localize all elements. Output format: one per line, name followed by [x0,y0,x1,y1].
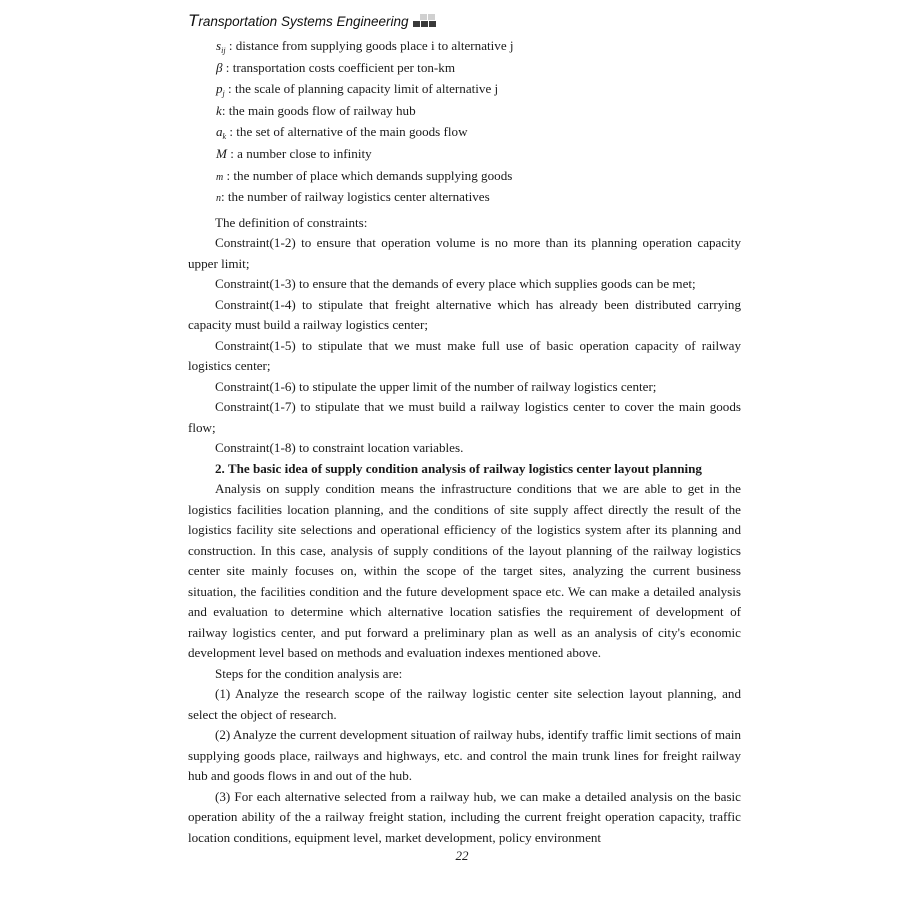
page-body [188,38,741,848]
logo-square [421,21,428,27]
constraint-paragraph: Constraint(1-7) to stipulate that we must build a railway logistics center to cover the main goods flow; [188,399,741,435]
logo-square [413,21,420,27]
header-first-letter: T [188,11,199,30]
constraints-intro: The definition of constraints: [215,214,368,230]
definition-line: k: the main goods flow of railway hub [216,102,416,118]
section-heading: 2. The basic idea of supply condition analysis of railway logistics center layout planning [215,460,702,476]
variable-definitions [188,38,741,211]
body-paragraph: (2) Analyze the current development situation of railway hubs, identify traffic limit sections of main supplying goods place, railways and highways, etc. and control the main trunk lines for freight railway hub and goods flows in and out of the hub. [188,727,741,784]
definition-line: M : a number close to infinity [216,145,372,161]
body-paragraph: Analysis on supply condition means the infrastructure conditions that we are able to get in the logistics facilities location planning, and the conditions of site supply affect directly the result of the logistics facility site selections and operational efficiency of the logistics system after its planning and construction. In this case, analysis of supply conditions of the layout planning of the railway logistics center site mainly focuses on, within the scope of the target sites, analyzing the current business situation, the facilities condition and the future development space etc. We can make a detailed analysis and evaluation to determine which alternative location satisfies the requirement of development of railway logistics center, and put forward a preliminary plan as well as an analysis of city's economic development level based on methods and evaluation indexes mentioned above. [188,481,741,661]
constraint-paragraph: Constraint(1-4) to stipulate that freight alternative which has already been distributed carrying capacity must build a railway logistics center; [188,296,741,333]
header-title: ransportation Systems Engineering [198,14,409,29]
definition-line: β : transportation costs coefficient per ton-km [216,59,456,75]
logo-square [428,14,435,20]
definition-line: $s_{ij}$ : distance from supplying goods place i to alternative j [216,38,514,55]
constraint-paragraph: Constraint(1-8) to constraint location variables. [215,440,464,456]
logo-square [429,21,436,27]
constraint-paragraph: Constraint(1-6) to stipulate the upper limit of the number of railway logistics center; [215,378,657,394]
definition-line: n: the number of railway logistics center alternatives [216,189,490,205]
body-paragraph: Steps for the condition analysis are: [215,665,403,681]
constraint-paragraph: Constraint(1-2) to ensure that operation volume is no more than its planning operation capacity upper limit; [188,235,741,271]
running-header [188,12,441,29]
definition-line: $a_k$ : the set of alternative of the main goods flow [216,124,468,142]
body-paragraph: (3) For each alternative selected from a railway hub, we can make a detailed analysis on the basic operation ability of the a railway freight station, including the current freight operation capacity, traffic location conditions, equipment level, market development, policy environment [188,788,741,845]
definition-line: $p_j$ : the scale of planning capacity limit of alternative j [216,81,499,99]
logo-square [420,14,427,20]
page-number: 22 [455,848,469,863]
journal-logo-icon [413,14,441,28]
constraint-paragraph: Constraint(1-3) to ensure that the demands of every place which supplies goods can be met; [215,276,696,292]
constraint-paragraph: Constraint(1-5) to stipulate that we must make full use of basic operation capacity of railway logistics center; [188,337,741,374]
definition-line: m : the number of place which demands supplying goods [216,167,513,183]
body-paragraph: (1) Analyze the research scope of the railway logistic center site selection layout planning, and select the object of research. [188,686,741,722]
